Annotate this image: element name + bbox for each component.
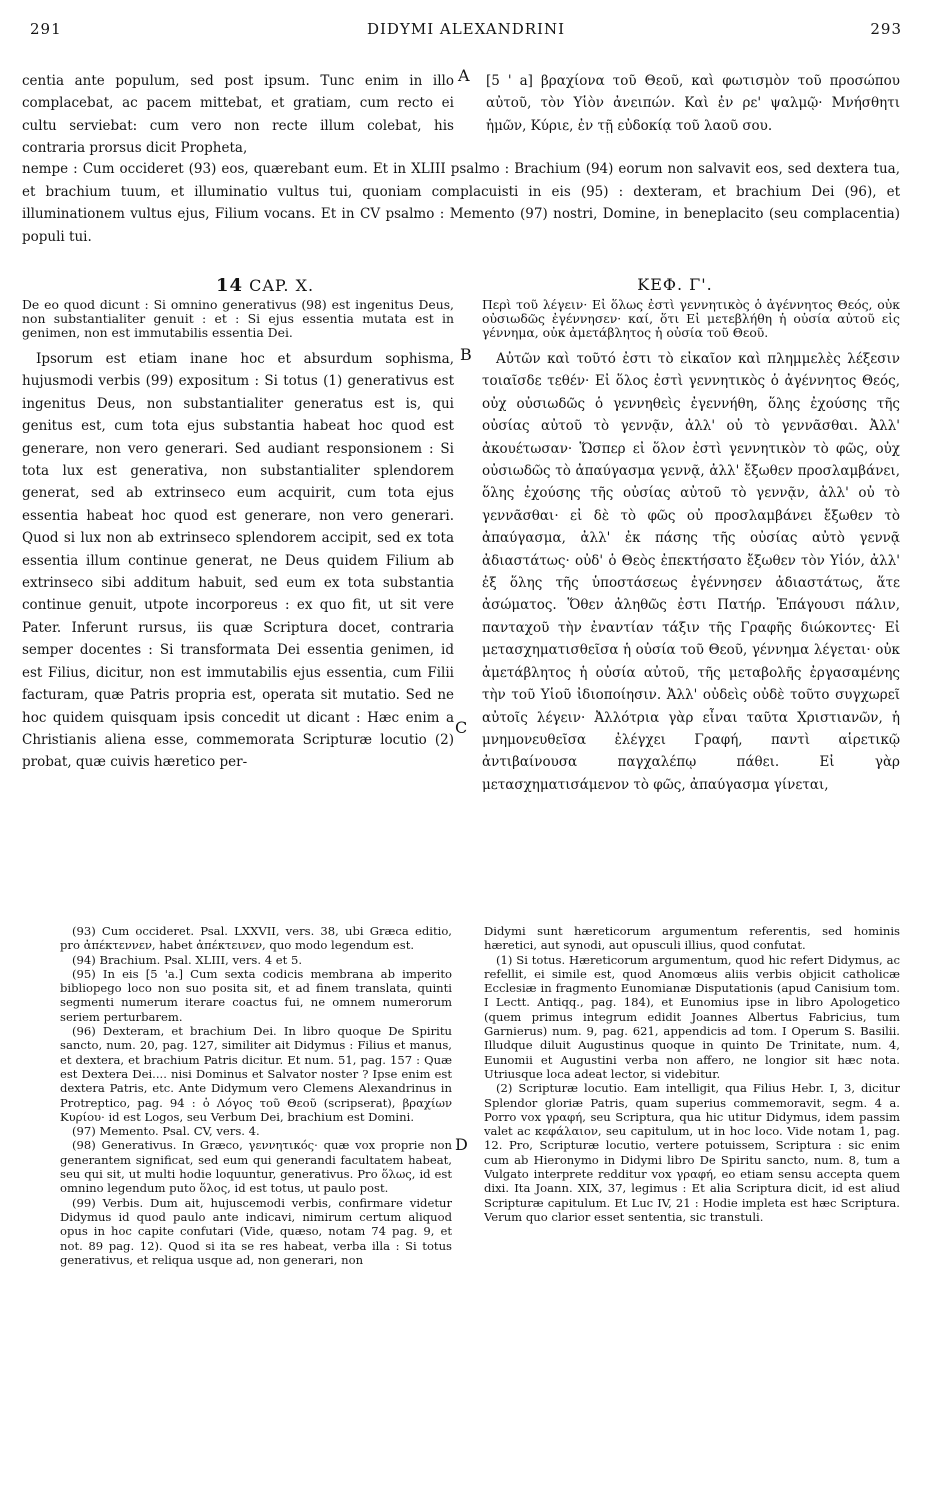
running-title: DIDYMI ALEXANDRINI [366, 20, 566, 38]
notes-separator [22, 912, 900, 913]
margin-letter-a: A [458, 66, 470, 85]
footnote: (97) Memento. Psal. CV, vers. 4. [72, 1124, 260, 1139]
page-number-left: 291 [30, 20, 62, 38]
footnote-continuation: Didymi sunt hæreticorum argumentum referentis, sed hominis hæretici, aut synodi, aut opusculi illius, quod confutat. [484, 924, 900, 953]
top-latin-text [22, 70, 454, 160]
page-header [30, 20, 902, 46]
page-number-right: 293 [870, 20, 902, 38]
body-greek-column [482, 348, 900, 898]
margin-letter-b: B [460, 345, 472, 364]
top-wide-text [22, 158, 900, 270]
chapter-page-marker: 14 [215, 275, 243, 296]
margin-letter-d: D [455, 1135, 468, 1154]
body-greek-paragraph: Αὐτῶν καὶ τοῦτό ἐστι τὸ εἰκαῖον καὶ πλημμελὲς λέξεσιν τοιαῖσδε τεθέν· Εἰ ὅλος ἐστὶ γεννητικὸς ὁ ἀγέννητος Θεός, οὐχ οὐσιωδῶς ὁ γεννηθεὶς ἐγεννήθη, ὅλης ἐχούσης τῆς οὐσίας αὐτοῦ τὸ γεννᾷν, ἀλλ' οὐ τὸ γεννᾶσθαι. Ἀλλ' ἀκουέτωσαν· Ὥσπερ εἰ ὅλον ἐστὶ γεννητικὸν τὸ φῶς, οὐχ οὐσιωδῶς τὸ ἀπαύγασμα γεννᾷ, ἀλλ' ἔξωθεν προσλαμβάνει, ὅλης ἐχούσης τῆς οὐσίας αὐτοῦ τὸ γεννᾷν, ἀλλ' οὐ τὸ γεννᾶσθαι· εἰ δὲ τὸ φῶς οὐ προσλαμβάνει ἔξωθεν τὸ ἀπαύγασμα, ἀλλ' ἐκ πάσης τῆς οὐσίας αὐτὸ γεννᾷ ἀδιαστάτως· οὐδ' ὁ Θεὸς ἐπεκτήσατο ἔξωθεν τὸν Υἱόν, ἀλλ' ἐξ ὅλης τῆς ὑποστάσεως ἐγέννησεν ἀδιαστάτως, ἅτε ἀσώματος. Ὅθεν ἀληθῶς ἐστι Πατήρ. Ἐπάγουσι πάλιν, πανταχοῦ τὴν ἐναντίαν τάξιν τῆς Γραφῆς διώκοντες· Εἰ μετασχηματισθεῖσα ἡ οὐσία τοῦ Θεοῦ, γέννημα λέγεται· οὐκ ἀμετάβλητος ἡ οὐσία αὐτοῦ, τῆς μεταβολῆς ἐργασαμένης τὴν τοῦ Υἱοῦ ἰδιοποίησιν. Ἀλλ' οὐδεὶς οὐδὲ τοῦτο συγχωρεῖ αὐτοῖς λέγειν· Ἀλλότρια γὰρ εἶναι ταῦτα Χριστιανῶν, ἡ μνημονευθεῖσα ἐλέγχει Γραφή, παντὶ αἱρετικῷ ἀντιβαίνουσα παγχαλέπῳ πάθει. Εἰ γὰρ μετασχηματισάμενον τὸ φῶς, ἀπαύγασμα γίνεται, [482, 351, 900, 793]
top-latin-paragraph: centia ante populum, sed post ipsum. Tunc enim in illo complacebat, ac pacem mittebat, et gratiam, cum recto ei cultu serviebat: cum vero non recte illum colebat, his contraria prorsus dicit Propheta, [22, 73, 454, 157]
footnote: (93) Cum occideret. Psal. LXXVII, vers. 38, ubi Græca editio, pro ἀπέκτεννεν, habet ἀπέκτεινεν, quo modo legendum est. [60, 924, 452, 953]
footnote: (94) Brachium. Psal. XLIII, vers. 4 et 5. [72, 952, 303, 967]
top-greek-text [486, 70, 900, 160]
footnote: (98) Generativus. In Græco, γεννητικός· quæ vox proprie non generantem significat, sed eum qui generandi facultatem habeat, seu qui sit, ut multi hodie loquuntur, generativus. Pro ὅλως, id est omnino legendum puto ὅλος, id est totus, ut paulo post. [60, 1138, 452, 1196]
body-latin-column [22, 348, 454, 898]
footnotes-right-column [484, 924, 900, 1494]
chapter-title-latin: CAP. X. [249, 276, 315, 295]
footnote: (99) Verbis. Dum ait, hujuscemodi verbis, confirmare videtur Didymus id quod paulo ante indicavi, nimirum certum aliquod opus in hoc capite confutari (Vide, quæso, notam 74 pag. 9, et not. 89 pag. 12). Quod si ita se res habeat, verba illa : Si totus generativus, et reliqua usque ad, non generari, non [60, 1195, 452, 1267]
footnotes-left-column [60, 924, 452, 1494]
body-latin-paragraph: Ipsorum est etiam inane hoc et absurdum sophisma, hujusmodi verbis (99) expositum : Si totus (1) generativus est ingenitus Deus, non substantialiter generatus est is, qui genitus est, cum tota ejus substantia habeat hoc quod est generare, non vero generari. Sed audiant responsionem : Si tota lux est generativa, non substantialiter splendorem generat, sed ab extrinseco eum acquirit, cum tota ejus essentia habeat hoc quod est generare, non vero generari. Quod si lux non ab extrinseco splendorem accipit, sed ex tota essentia illum continue generat, ne Deus quidem Filium ab extrinseco sibi additum habuit, sed eum ex tota substantia continue genuit, utpote incorporeus : ex quo fit, ut sit vere Pater. Inferunt rursus, iis quæ Scriptura docet, contraria semper docentes : Si transformata Dei essentia genimen, id est Filius, dicitur, non est immutabilis ejus essentia, cum Filii facturam, quæ Patris propria est, operata sit mutatio. Sed ne hoc quidem quisquam ipsis concedit ut dicant : Hæc enim a Christianis aliena esse, commemorata Scripturæ locutio (2) probat, quæ cuivis hæretico per- [22, 351, 454, 771]
chapter-title-greek: ΚΕΦ. Γ'. [637, 275, 713, 294]
chapter-heading-latin [190, 275, 340, 296]
footnote: (96) Dexteram, et brachium Dei. In libro quoque De Spiritu sancto, num. 20, pag. 127, similiter ait Didymus : Filius et manus, et dextera, et brachium Patris dicitur. Et num. 51, pag. 157 : Quæ est Dextera Dei.... nisi Dominus et Salvator noster ? Ipse enim est dextera Patris, etc. Ante Didymum vero Clemens Alexandrinus in Protreptico, pag. 94 : ὁ Λόγος τοῦ Θεοῦ (scripserat), βραχίων Κυρίου· id est Logos, seu Verbum Dei, brachium est Domini. [60, 1024, 452, 1124]
footnote: (2) Scripturæ locutio. Eam intelligit, qua Filius Hebr. I, 3, dicitur Splendor gloriæ Patris, quam superius commemoravit, segm. 4 a. Porro vox γραφή, seu Scriptura, qua hic utitur Didymus, idem passim valet ac κεφάλαιον, seu capitulum, ut in hoc loco. Vide notam 1, pag. 12. Pro, Scripturæ locutio, vertere potuissem, Scriptura : sic enim cum ab Hieronymo in Didymi libro De Spiritu sancto, num. 8, tum a Vulgato interprete redditur vox γραφή, eo etiam sensu accepta quem dixi. Ita Joann. XIX, 37, legimus : Et alia Scriptura dicit, id est aliud Scripturæ capitulum. Et Luc IV, 21 : Hodie impleta est hæc Scriptura. Verum quo clarior esset sententia, sic transtuli. [484, 1081, 900, 1224]
summary-latin-paragraph: De eo quod dicunt : Si omnino generativus (98) est ingenitus Deus, non substantialiter genuit : et : Si ejus essentia mutata est in genimen, non est immutabilis essentia Dei. [22, 298, 454, 341]
summary-greek-paragraph: Περὶ τοῦ λέγειν· Εἰ ὅλως ἐστὶ γεννητικὸς ὁ ἀγέννητος Θεός, οὐκ οὐσιωδῶς ἐγέννησεν· καί, ὅτι Εἰ μετεβλήθη ἡ οὐσία αὐτοῦ εἰς γέννημα, οὐκ ἀμετάβλητος ἡ οὐσία τοῦ Θεοῦ. [482, 298, 900, 341]
top-wide-paragraph: nempe : Cum occideret (93) eos, quærebant eum. Et in XLIII psalmo : Brachium (94) eorum non salvavit eos, sed dextera tua, et brachium tuum, et illuminatio vultus tui, quoniam complacuisti in eis (95) : dexteram, et brachium Dei (96), et illuminationem vultus ejus, Filium vocans. Et in CV psalmo : Memento (97) nostri, Domine, in beneplacito (seu complacentia) populi tui. [22, 161, 900, 245]
footnote: (1) Si totus. Hæreticorum argumentum, quod hic refert Didymus, ac refellit, ei simile est, quod Anomœus aliis verbis objicit catholicæ Ecclesiæ in fragmento Eunomianæ Disputationis (apud Canisium tom. I Lectt. Antiqq., pag. 184), et Eunomius ipse in libro Apologetico (quem primus integrum edidit Joannes Albertus Fabricius, tum Garnierus) num. 9, pag. 621, appendicis ad tom. I Operum S. Basilii. Illudque diluit Augustinus quoque in quinto De Trinitate, num. 4, Eunomii et Augustini verba non affero, ne longior sit hæc nota. Utriusque loca adeat lector, si videbitur. [484, 952, 900, 1081]
margin-letter-c: C [455, 718, 468, 737]
top-greek-paragraph: [5 ' a] βραχίονα τοῦ Θεοῦ, καὶ φωτισμὸν τοῦ προσώπου αὐτοῦ, τὸν Υἱὸν ἀνειπών. Καὶ ἐν ρε' ψαλμῷ· Μνήσθητι ἡμῶν, Κύριε, ἐν τῇ εὐδοκίᾳ τοῦ λαοῦ σου. [486, 73, 900, 134]
footnote: (95) In eis [5 'a.] Cum sexta codicis membrana ab imperito bibliopego loco non suo posita sit, et ad finem translata, quinti segmenti numerum iterare coactus fui, ne omnem numerorum seriem perturbarem. [60, 966, 452, 1024]
